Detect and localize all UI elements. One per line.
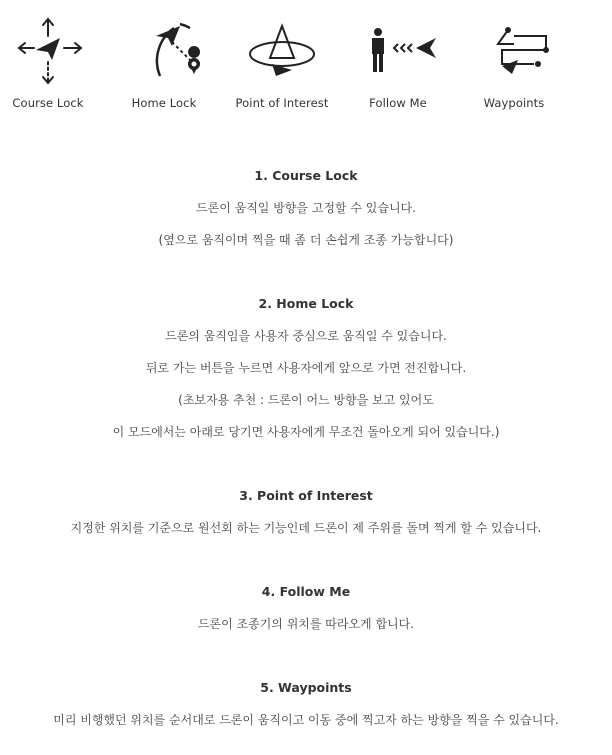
section-home-lock bbox=[0, 294, 612, 442]
section-line: (초보자용 추천 : 드론이 어느 방향을 보고 있어도 bbox=[178, 393, 434, 407]
home-lock-icon bbox=[104, 14, 224, 86]
section-line: 미리 비행했던 위치를 순서대로 드론이 움직이고 이동 중에 찍고자 하는 방향을 찍을 수 있습니다. bbox=[53, 713, 559, 727]
section-title: 2. Home Lock bbox=[258, 296, 354, 311]
section-follow-me bbox=[0, 582, 612, 634]
mode-descriptions bbox=[0, 166, 612, 730]
section-line: (옆으로 움직이며 찍을 때 좀 더 손쉽게 조종 가능합니다) bbox=[158, 233, 454, 247]
section-title: 4. Follow Me bbox=[261, 584, 351, 599]
section-line: 뒤로 가는 버튼을 누르면 사용자에게 앞으로 가면 전진합니다. bbox=[145, 361, 467, 375]
follow-me-icon bbox=[338, 14, 458, 86]
section-line: 드론이 조종기의 위치를 따라오게 합니다. bbox=[197, 617, 415, 631]
point-of-interest-icon bbox=[222, 14, 342, 86]
icon-label-point-of-interest: Point of Interest bbox=[235, 96, 329, 110]
section-line: 이 모드에서는 아래로 당기면 사용자에게 무조건 돌아오게 되어 있습니다.) bbox=[112, 425, 500, 439]
section-title: 1. Course Lock bbox=[254, 168, 358, 183]
icon-label-course-lock: Course Lock bbox=[12, 96, 84, 110]
icon-label-follow-me: Follow Me bbox=[369, 96, 427, 110]
section-course-lock bbox=[0, 166, 612, 250]
section-line: 지정한 위치를 기준으로 원선회 하는 기능인데 드론이 제 주위를 돌며 찍게 할 수 있습니다. bbox=[70, 521, 542, 535]
icon-label-home-lock: Home Lock bbox=[131, 96, 197, 110]
section-waypoints bbox=[0, 678, 612, 730]
section-title: 5. Waypoints bbox=[260, 680, 352, 695]
section-title: 3. Point of Interest bbox=[239, 488, 373, 503]
course-lock-icon bbox=[0, 14, 108, 86]
waypoints-icon bbox=[454, 14, 574, 86]
section-line: 드론이 움직일 방향을 고정할 수 있습니다. bbox=[196, 201, 416, 215]
section-line: 드론의 움직임을 사용자 중심으로 움직일 수 있습니다. bbox=[165, 329, 447, 343]
section-point-of-interest bbox=[0, 486, 612, 538]
icon-label-waypoints: Waypoints bbox=[483, 96, 545, 110]
mode-icon-row bbox=[0, 0, 612, 120]
